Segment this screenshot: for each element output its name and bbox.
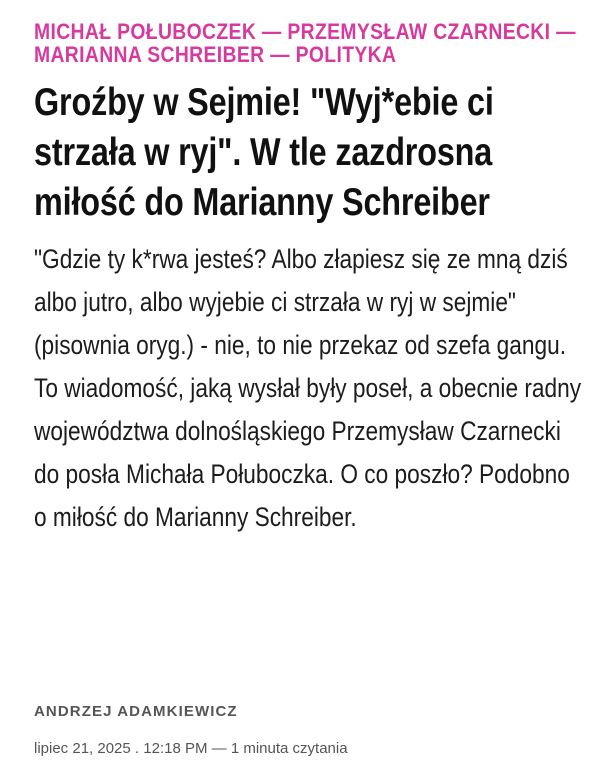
article-lead: "Gdzie ty k*rwa jesteś? Albo złapiesz się ze mną dziś albo jutro, albo wyjebie ci strzała w ryj w sejmie" (pisownia oryg.) - nie, to nie przekaz od szefa gangu. To wiadomość, jaką wysłał były poseł, a obecnie radny województwa dolnośląskiego Przemysław Czarnecki do posła Michała Połuboczka. O co poszło? Podobno o miłość do Marianny Schreiber. — [34, 244, 582, 532]
tag-link[interactable]: POLITYKA — [295, 42, 397, 67]
article-tags — [34, 20, 580, 66]
reading-time: 1 minuta czytania — [230, 740, 348, 757]
tag-link[interactable]: MARIANNA SCHREIBER — [34, 42, 265, 67]
article-title[interactable]: Groźby w Sejmie! "Wyj*ebie ci strzała w ryj". W tle zazdrosna miłość do Marianny Schreiber — [34, 81, 494, 224]
article-meta — [34, 740, 348, 757]
meta-dash-separator: — — [207, 740, 231, 757]
tag-separator: — — [270, 42, 290, 67]
author-name[interactable]: ANDRZEJ ADAMKIEWICZ — [34, 703, 238, 720]
publish-time: 12:18 PM — [143, 740, 208, 757]
tag-separator: — — [261, 19, 282, 44]
tag-link[interactable]: PRZEMYSŁAW CZARNECKI — [287, 19, 551, 44]
meta-dot-separator: . — [130, 740, 144, 757]
tag-link[interactable]: MICHAŁ POŁUBOCZEK — [34, 19, 257, 44]
tag-separator: — — [556, 19, 576, 44]
publish-date: lipiec 21, 2025 — [34, 740, 131, 757]
